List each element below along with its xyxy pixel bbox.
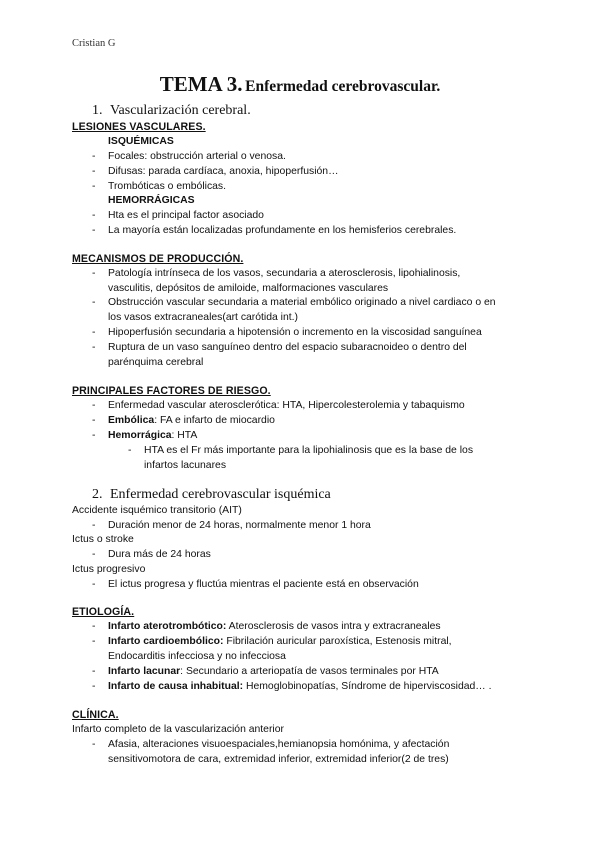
list-item: Ruptura de un vaso sanguíneo dentro del espacio subaracnoideo o dentro del — [108, 342, 467, 353]
term-text: : FA e infarto de miocardio — [154, 415, 275, 426]
term-bold: Infarto cardioembólico: — [108, 636, 224, 647]
isquemicas-heading: ISQUÉMICAS — [108, 136, 174, 147]
list-item-continuation: los vasos extracraneales(art carótida int.) — [108, 312, 298, 323]
list-item: Duración menor de 24 horas, normalmente menor 1 hora — [108, 520, 371, 531]
list-item: Hipoperfusión secundaria a hipotensión o incremento en la viscosidad sanguínea — [108, 327, 482, 338]
term-bold: Infarto aterotrombótico: — [108, 621, 227, 632]
list-item: Trombóticas o embólicas. — [108, 181, 226, 192]
bullet: - — [92, 636, 96, 647]
list-item: Focales: obstrucción arterial o venosa. — [108, 151, 286, 162]
bullet: - — [92, 327, 96, 338]
term-bold: Embólica — [108, 415, 155, 426]
title-main: TEMA 3. — [159, 72, 243, 96]
list-item: Difusas: parada cardíaca, anoxia, hipoperfusión… — [108, 166, 339, 177]
bullet: - — [92, 666, 96, 677]
paragraph: Ictus progresivo — [72, 564, 146, 575]
list-item — [108, 636, 452, 647]
list-item-continuation: vasculitis, depósitos de amiloide, malformaciones vasculares — [108, 283, 389, 294]
heading-2-number: 2. — [92, 487, 103, 502]
bullet: - — [92, 151, 96, 162]
list-item: Hta es el principal factor asociado — [108, 210, 264, 221]
list-item — [108, 415, 275, 426]
bullet: - — [92, 739, 96, 750]
list-item: El ictus progresa y fluctúa mientras el paciente está en observación — [108, 579, 419, 590]
list-item: La mayoría están localizadas profundamente en los hemisferios cerebrales. — [108, 225, 457, 236]
heading-1-text: Vascularización cerebral. — [110, 103, 251, 118]
section-riesgo-heading: PRINCIPALES FACTORES DE RIESGO. — [72, 385, 271, 397]
heading-1 — [92, 103, 251, 119]
heading-2-text: Enfermedad cerebrovascular isquémica — [110, 487, 331, 502]
bullet: - — [92, 415, 96, 426]
section-etiologia-heading: ETIOLOGÍA. — [72, 606, 135, 618]
section-mecanismos-heading: MECANISMOS DE PRODUCCIÓN. — [72, 253, 244, 265]
bullet: - — [92, 520, 96, 531]
term-text: : HTA — [171, 430, 198, 441]
list-item-continuation: sensitivomotora de cara, extremidad inferior, extremidad inferior(2 de tres) — [108, 754, 449, 765]
list-item — [108, 621, 441, 632]
heading-1-number: 1. — [92, 103, 103, 118]
list-item: Patología intrínseca de los vasos, secundaria a aterosclerosis, lipohialinosis, — [108, 268, 461, 279]
term-bold: Infarto de causa inhabitual: — [108, 681, 244, 692]
hemorragicas-heading: HEMORRÁGICAS — [108, 195, 195, 206]
sub-list-item: HTA es el Fr más importante para la lipohialinosis que es la base de los — [144, 445, 474, 456]
list-item: Obstrucción vascular secundaria a material embólico originado a nivel cardiaco o en — [108, 297, 496, 308]
bullet: - — [92, 342, 96, 353]
bullet: - — [92, 681, 96, 692]
bullet: - — [92, 210, 96, 221]
paragraph: Infarto completo de la vascularización anterior — [72, 724, 284, 735]
bullet: - — [92, 621, 96, 632]
term-text: Aterosclerosis de vasos intra y extracraneales — [226, 621, 441, 632]
term-bold: Infarto lacunar — [108, 666, 181, 677]
term-text: Fibrilación auricular paroxística, Estenosis mitral, — [223, 636, 452, 647]
section-lesiones-heading: LESIONES VASCULARES. — [72, 121, 206, 133]
bullet: - — [92, 166, 96, 177]
paragraph: Ictus o stroke — [72, 534, 134, 545]
page-title — [0, 72, 600, 97]
list-item: Dura más de 24 horas — [108, 549, 211, 560]
bullet: - — [92, 400, 96, 411]
paragraph: Accidente isquémico transitorio (AIT) — [72, 505, 242, 516]
list-item-continuation: parénquima cerebral — [108, 357, 204, 368]
bullet: - — [92, 225, 96, 236]
bullet: - — [92, 181, 96, 192]
list-item — [108, 430, 197, 441]
bullet: - — [92, 579, 96, 590]
list-item-continuation: Endocarditis infecciosa y no infecciosa — [108, 651, 286, 662]
bullet: - — [92, 549, 96, 560]
list-item — [108, 666, 439, 677]
bullet: - — [92, 297, 96, 308]
list-item: Enfermedad vascular aterosclerótica: HTA, Hipercolesterolemia y tabaquismo — [108, 400, 465, 411]
sub-list-item-continuation: infartos lacunares — [144, 460, 227, 471]
list-item: Afasia, alteraciones visuoespaciales,hemianopsia homónima, y afectación — [108, 739, 450, 750]
term-bold: Hemorrágica — [108, 430, 172, 441]
list-item — [108, 681, 491, 692]
title-rest: Enfermedad cerebrovascular. — [245, 78, 441, 95]
term-text: : Secundario a arteriopatía de vasos terminales por HTA — [180, 666, 439, 677]
bullet: - — [128, 445, 132, 456]
term-text: Hemoglobinopatías, Síndrome de hiperviscosidad… . — [243, 681, 492, 692]
author-name: Cristian G — [72, 38, 116, 49]
bullet: - — [92, 268, 96, 279]
bullet: - — [92, 430, 96, 441]
section-clinica-heading: CLÍNICA. — [72, 709, 119, 721]
heading-2 — [92, 487, 331, 503]
